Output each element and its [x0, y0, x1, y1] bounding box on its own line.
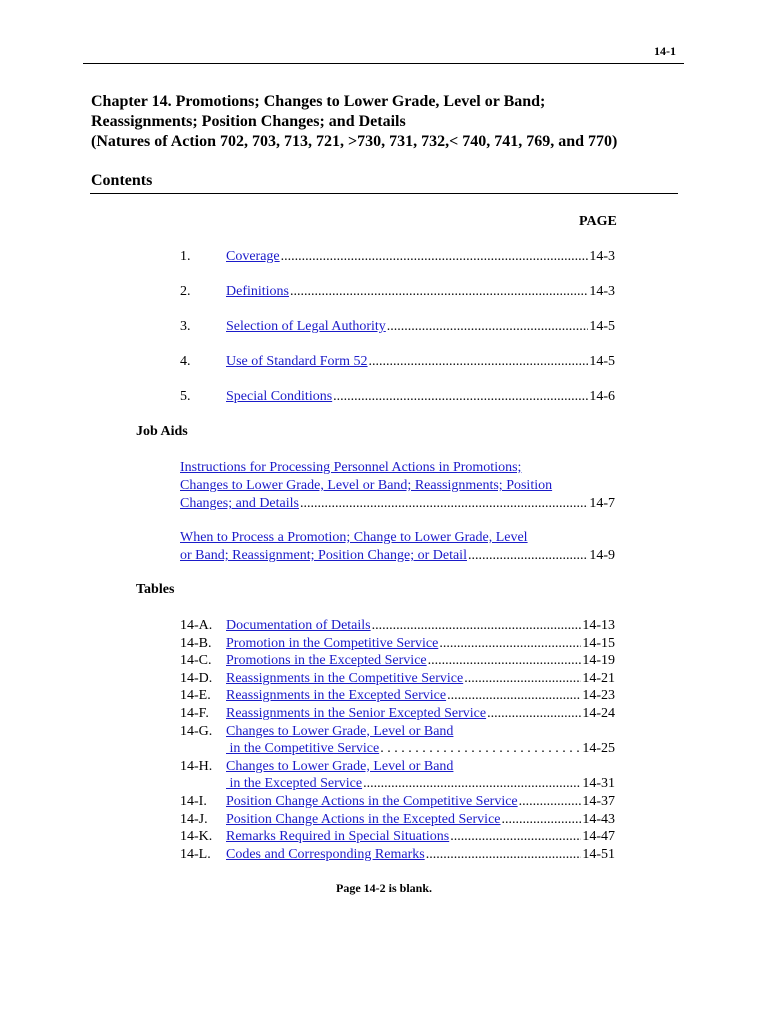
page-footer-note: Page 14-2 is blank. — [335, 881, 432, 895]
tables-heading: Tables — [136, 582, 175, 597]
toc-link-coverage[interactable]: Coverage — [226, 249, 280, 264]
chapter-title-line: (Natures of Action 702, 703, 713, 721, >730, 731, 732,< 740, 741, 769, and 770) — [91, 133, 618, 150]
table-id: 14-J. — [180, 811, 208, 827]
table-entry — [180, 828, 615, 846]
table-id: 14-A. — [180, 618, 213, 633]
toc-link-selection-of-legal-authority[interactable]: Selection of Legal Authority — [226, 319, 386, 334]
job-aid-entry — [180, 459, 615, 513]
table-entry — [180, 670, 615, 688]
table-id: 14-I. — [180, 793, 207, 809]
table-id: 14-L. — [180, 846, 211, 862]
dot-leader — [380, 740, 581, 758]
dot-leader — [363, 775, 581, 793]
table-id: 14-D. — [180, 670, 213, 686]
page-number: 14-1 — [654, 44, 676, 58]
table-id: 14-C. — [180, 653, 212, 669]
table-page: 14-23 — [582, 688, 615, 704]
job-aid-link-instructions[interactable]: Changes to Lower Grade, Level or Band; Reassignments; Position — [180, 478, 553, 493]
table-entry — [180, 635, 615, 653]
tables-list — [180, 617, 615, 863]
toc-entry-page: 14-3 — [589, 249, 615, 264]
toc-entry-page: 14-3 — [589, 284, 615, 299]
table-link-14i[interactable]: Position Change Actions in the Competitive Service — [226, 793, 518, 809]
dot-leader — [447, 687, 581, 705]
table-entry — [180, 811, 615, 829]
header-rule — [83, 63, 684, 64]
table-entry-continuation — [180, 740, 615, 758]
toc-entry-number: 5. — [180, 389, 191, 404]
dot-leader — [290, 283, 588, 301]
table-link-14g[interactable]: in the Competitive Service — [226, 741, 380, 757]
table-page: 14-25 — [582, 741, 615, 757]
table-id: 14-K. — [180, 829, 213, 845]
table-page: 14-43 — [582, 811, 615, 827]
dot-leader — [464, 670, 581, 688]
dot-leader — [519, 793, 582, 811]
dot-leader — [487, 705, 581, 723]
table-entry-continuation — [180, 775, 615, 793]
chapter-title-line: Chapter 14. Promotions; Changes to Lower Grade, Level or Band; — [91, 93, 546, 110]
toc-entry-number: 1. — [180, 249, 191, 264]
job-aid-link-instructions[interactable]: Instructions for Processing Personnel Actions in Promotions; — [180, 460, 522, 475]
dot-leader — [387, 318, 589, 336]
toc-entry-number: 4. — [180, 354, 191, 369]
table-page: 14-13 — [582, 618, 615, 633]
toc-link-definitions[interactable]: Definitions — [226, 284, 289, 299]
table-entry — [180, 705, 615, 723]
dot-leader — [468, 547, 588, 565]
job-aid-link-when-to-process[interactable]: When to Process a Promotion; Change to Lower Grade, Level — [180, 530, 528, 545]
dot-leader — [450, 828, 581, 846]
table-entry — [180, 723, 615, 741]
table-entry — [180, 793, 615, 811]
contents-heading: Contents — [91, 172, 153, 189]
table-link-14j[interactable]: Position Change Actions in the Excepted Service — [226, 811, 501, 827]
table-entry — [180, 617, 615, 635]
chapter-title — [91, 92, 711, 152]
table-entry — [180, 846, 615, 864]
table-link-14l[interactable]: Codes and Corresponding Remarks — [226, 846, 425, 862]
table-link-14h[interactable]: in the Excepted Service — [226, 776, 363, 792]
table-page: 14-24 — [582, 705, 615, 721]
dot-leader — [426, 846, 582, 864]
dot-leader — [300, 495, 588, 513]
job-aid-link-instructions[interactable]: Changes; and Details — [180, 496, 299, 511]
table-entry — [180, 758, 615, 776]
toc-entry-page: 14-6 — [589, 389, 615, 404]
table-page: 14-31 — [582, 776, 615, 792]
job-aid-entry — [180, 529, 615, 565]
table-link-14f[interactable]: Reassignments in the Senior Excepted Service — [226, 705, 487, 721]
job-aid-page: 14-9 — [589, 548, 615, 563]
table-link-14e[interactable]: Reassignments in the Excepted Service — [226, 688, 447, 704]
dot-leader — [439, 635, 581, 653]
table-page: 14-19 — [582, 653, 615, 669]
table-page: 14-15 — [582, 635, 615, 651]
job-aid-page: 14-7 — [589, 496, 615, 511]
toc-entry-page: 14-5 — [589, 354, 615, 369]
toc-link-use-of-standard-form-52[interactable]: Use of Standard Form 52 — [226, 354, 368, 369]
table-link-14k[interactable]: Remarks Required in Special Situations — [226, 829, 450, 845]
toc-entry-number: 2. — [180, 284, 191, 299]
table-page: 14-47 — [582, 829, 615, 845]
contents-rule — [90, 193, 678, 194]
table-link-14c[interactable]: Promotions in the Excepted Service — [226, 653, 427, 669]
dot-leader — [369, 353, 589, 371]
chapter-title-line: Reassignments; Position Changes; and Details — [91, 113, 406, 130]
page-column-header: PAGE — [579, 214, 617, 229]
table-page: 14-51 — [582, 846, 615, 862]
dot-leader — [281, 248, 589, 266]
toc-entry-number: 3. — [180, 319, 191, 334]
table-link-14a[interactable]: Documentation of Details — [226, 618, 371, 633]
job-aid-link-when-to-process[interactable]: or Band; Reassignment; Position Change; or Detail — [180, 548, 467, 563]
table-entry — [180, 652, 615, 670]
table-page: 14-37 — [582, 793, 615, 809]
dot-leader — [333, 388, 588, 406]
table-link-14b[interactable]: Promotion in the Competitive Service — [226, 635, 439, 651]
table-page: 14-21 — [582, 670, 615, 686]
table-id: 14-G. — [180, 723, 213, 739]
toc-entry-page: 14-5 — [589, 319, 615, 334]
table-entry — [180, 687, 615, 705]
job-aids-heading: Job Aids — [136, 424, 188, 439]
table-id: 14-F. — [180, 705, 209, 721]
dot-leader — [372, 617, 582, 635]
table-id: 14-H. — [180, 758, 213, 774]
table-link-14g[interactable]: Changes to Lower Grade, Level or Band — [226, 723, 454, 739]
table-link-14d[interactable]: Reassignments in the Competitive Service — [226, 670, 464, 686]
toc-link-special-conditions[interactable]: Special Conditions — [226, 389, 333, 404]
table-link-14h[interactable]: Changes to Lower Grade, Level or Band — [226, 758, 454, 774]
table-id: 14-B. — [180, 635, 212, 651]
dot-leader — [502, 811, 582, 829]
dot-leader — [428, 652, 582, 670]
table-id: 14-E. — [180, 688, 211, 704]
